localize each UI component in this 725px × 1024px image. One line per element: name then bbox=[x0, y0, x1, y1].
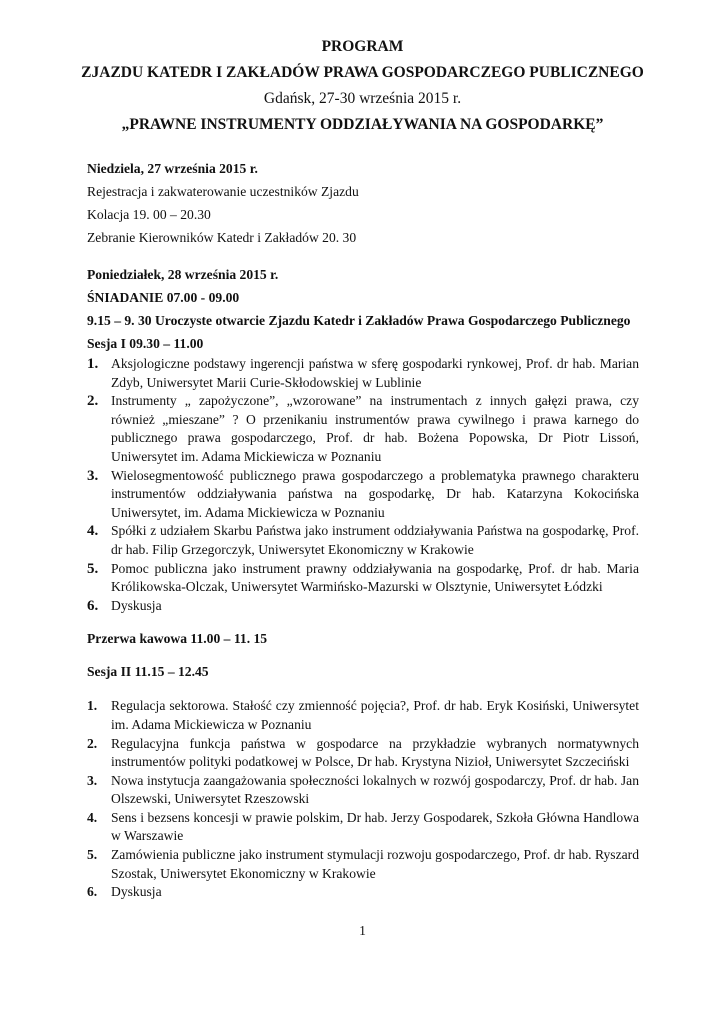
list-item bbox=[87, 467, 639, 523]
coffee-break: Przerwa kawowa 11.00 – 11. 15 bbox=[87, 631, 268, 647]
item-text: Regulacja sektorowa. Stałość czy zmienność pojęcia?, Prof. dr hab. Eryk Kosiński, Uniwersytet im. Adama Mickiewicza w Poznaniu bbox=[111, 698, 639, 732]
session-2-list bbox=[87, 697, 639, 902]
item-text: Wielosegmentowość publicznego prawa gospodarczego a problematyka prawnego charakteru instrumentów oddziaływania państwa na gospodarkę, Dr hab. Katarzyna Kokocińska Uniwersytet, im. Adama Mickiewicza w Poznaniu bbox=[111, 467, 639, 520]
session-2-title: Sesja II 11.15 – 12.45 bbox=[87, 664, 209, 680]
opening-ceremony: 9.15 – 9. 30 Uroczyste otwarcie Zjazdu Katedr i Zakładów Prawa Gospodarczego Publicznego bbox=[87, 313, 631, 328]
list-item bbox=[87, 846, 639, 883]
item-number: 3. bbox=[87, 467, 99, 484]
item-number: 5. bbox=[87, 560, 99, 577]
item-number: 5. bbox=[87, 847, 98, 863]
item-text: Pomoc publiczna jako instrument prawny oddziaływania na gospodarkę, Prof. dr hab. Maria Królikowska-Olczak, Uniwersytet Warmińsko-Mazurski w Olsztynie, Uniwersytet Łódzki bbox=[111, 560, 639, 595]
list-item bbox=[87, 597, 639, 616]
item-number: 4. bbox=[87, 523, 99, 540]
sunday-heading: Niedziela, 27 września 2015 r. bbox=[87, 161, 258, 176]
item-number: 3. bbox=[87, 772, 98, 788]
item-text: Spółki z udziałem Skarbu Państwa jako instrument oddziaływania Państwa na gospodarkę, Prof. dr hab. Filip Grzegorczyk, Uniwersytet Ekonomiczny w Krakowie bbox=[111, 523, 639, 557]
item-number: 6. bbox=[87, 884, 98, 900]
list-item bbox=[87, 883, 639, 902]
item-text: Sens i bezsens koncesji w prawie polskim, Dr hab. Jerzy Gospodarek, Szkoła Główna Handlowa w Warszawie bbox=[111, 809, 639, 844]
program-body bbox=[87, 157, 639, 902]
monday-heading: Poniedziałek, 28 września 2015 r. bbox=[87, 267, 279, 282]
item-number: 2. bbox=[87, 393, 99, 410]
item-text: Zamówienia publiczne jako instrument stymulacji rozwoju gospodarczego, Prof. dr hab. Ryszard Szostak, Uniwersytet Ekonomiczny w Krakowie bbox=[111, 847, 639, 881]
list-item bbox=[87, 809, 639, 846]
breakfast-line: ŚNIADANIE 07.00 - 09.00 bbox=[87, 290, 240, 305]
list-item bbox=[87, 522, 639, 559]
program-header bbox=[0, 34, 725, 138]
item-text: Aksjologiczne podstawy ingerencji państwa w sferę gospodarki rynkowej, Prof. dr hab. Marian Zdyb, Uniwersytet Marii Curie-Skłodowskiej w Lublinie bbox=[111, 356, 639, 390]
place-and-date: Gdańsk, 27-30 września 2015 r. bbox=[263, 90, 462, 107]
session-1-list bbox=[87, 355, 639, 615]
item-text: Instrumenty „ zapożyczone”, „wzorowane” na instrumentach z innych gałęzi prawa, czy również „mieszane” ? O przenikaniu instrumentów prawa cywilnego i prawa karnego do publicznego prawa gospodarczego, Prof. dr hab. Bożena Popowska, Dr Piotr Lissoń, Uniwersytet im. Adama Mickiewicza w Poznaniu bbox=[111, 393, 639, 464]
item-text: Dyskusja bbox=[111, 884, 162, 900]
list-item bbox=[87, 392, 639, 466]
sunday-item: Zebranie Kierowników Katedr i Zakładów 20. 30 bbox=[87, 230, 357, 245]
item-text: Dyskusja bbox=[111, 597, 162, 613]
session-1-title: Sesja I 09.30 – 11.00 bbox=[87, 336, 204, 351]
list-item bbox=[87, 560, 639, 597]
conference-theme: „PRAWNE INSTRUMENTY ODDZIAŁYWANIA NA GOSPODARKĘ” bbox=[121, 116, 604, 133]
item-number: 6. bbox=[87, 597, 99, 614]
sunday-item: Rejestracja i zakwaterowanie uczestników Zjazdu bbox=[87, 184, 359, 199]
page-number: 1 bbox=[359, 923, 366, 938]
item-number: 1. bbox=[87, 698, 98, 714]
item-text: Regulacyjna funkcja państwa w gospodarce na przykładzie wybranych normatywnych instrumentów polityki podatkowej w Polsce, Dr hab. Krystyna Nizioł, Uniwersytet Szczeciński bbox=[111, 735, 639, 770]
list-item bbox=[87, 772, 639, 809]
item-text: Nowa instytucja zaangażowania społeczności lokalnych w rozwój gospodarczy, Prof. dr hab. Jan Olszewski, Uniwersytet Rzeszowski bbox=[111, 772, 639, 807]
list-item bbox=[87, 355, 639, 392]
list-item bbox=[87, 697, 639, 734]
item-number: 4. bbox=[87, 809, 98, 825]
list-item bbox=[87, 735, 639, 772]
item-number: 1. bbox=[87, 356, 99, 372]
program-title: PROGRAM bbox=[321, 38, 404, 55]
item-number: 2. bbox=[87, 735, 98, 751]
sunday-item: Kolacja 19. 00 – 20.30 bbox=[87, 207, 211, 222]
congress-title: ZJAZDU KATEDR I ZAKŁADÓW PRAWA GOSPODARCZEGO PUBLICZNEGO bbox=[81, 64, 644, 81]
